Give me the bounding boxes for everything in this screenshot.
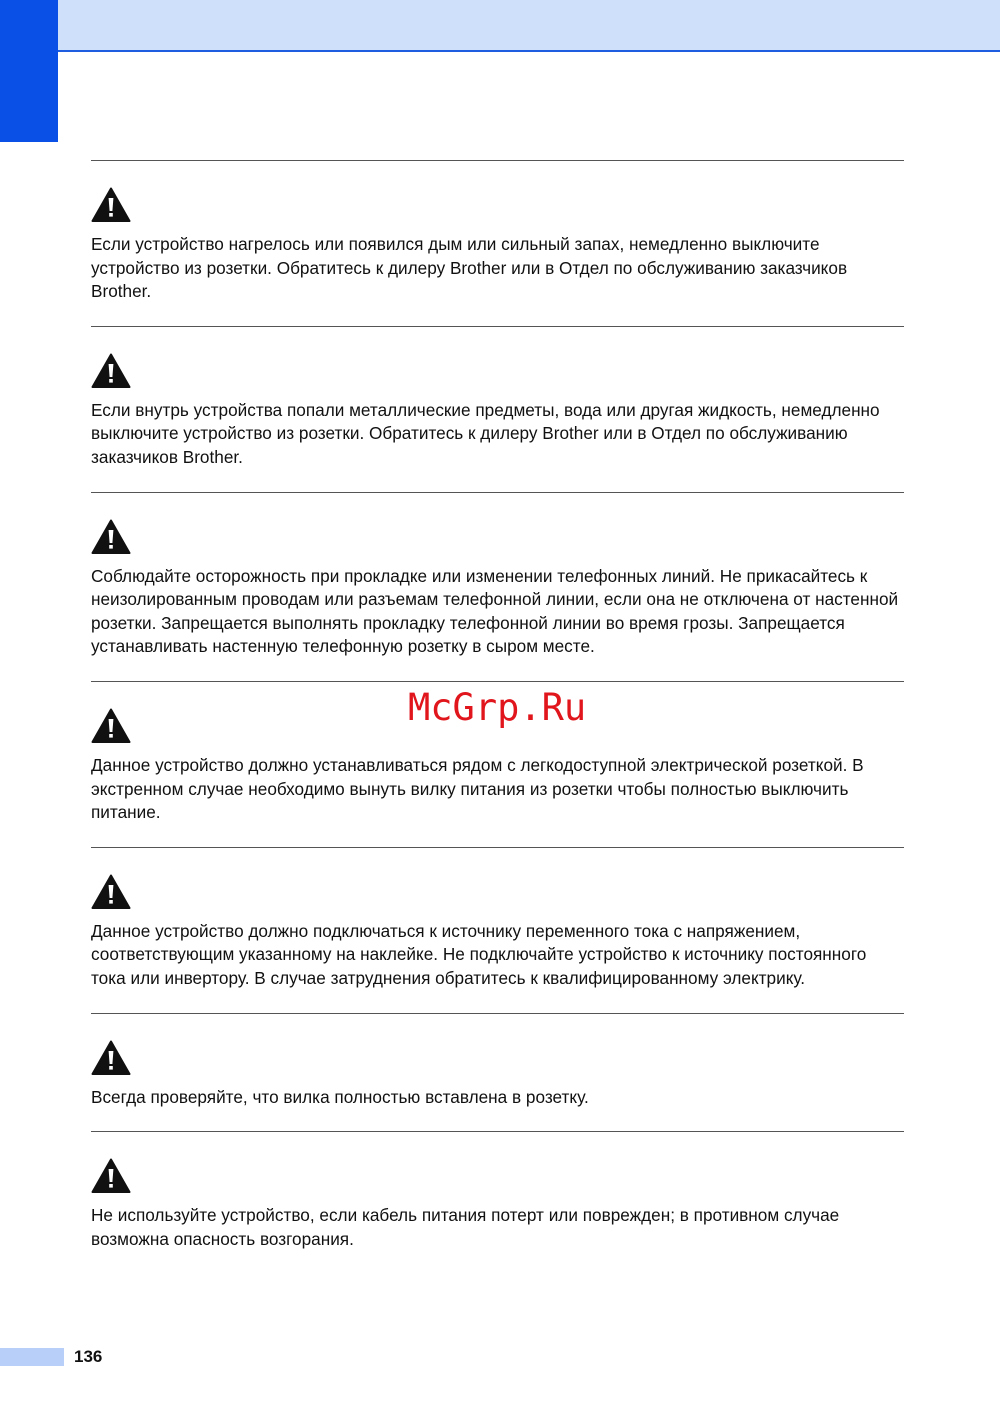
watermark: McGrp.Ru — [408, 686, 587, 729]
warning-triangle-icon — [91, 353, 131, 389]
warning-block — [91, 326, 904, 492]
header-band — [0, 0, 1000, 52]
warning-text: Всегда проверяйте, что вилка полностью вставлена в розетку. — [91, 1086, 589, 1107]
warning-triangle-icon — [91, 874, 131, 910]
warning-text: Данное устройство должно устанавливаться рядом с легкодоступной электрической розеткой. В экстренном случае необходимо вынуть вилку питания из розетки чтобы полностью выключить питание. — [91, 754, 864, 823]
warning-triangle-icon — [91, 708, 131, 744]
warning-text: Не используйте устройство, если кабель питания потерт или поврежден; в противном случае возможна опасность возгорания. — [91, 1205, 840, 1249]
warning-block — [91, 160, 904, 326]
warning-block — [91, 847, 904, 1013]
warning-text: Соблюдайте осторожность при прокладке или изменении телефонных линий. Не прикасайтесь к неизолированным проводам или разъемам телефонной линии, если она не отключена от настенной розетки. Запрещается выполнять прокладку телефонной линии во время грозы. Запрещается устанавливать настенную телефонную розетку в сыром месте. — [91, 565, 899, 657]
warning-text: Данное устройство должно подключаться к источнику переменного тока с напряжением, соответствующим указанному на наклейке. Не подключайте устройство к источнику постоянного тока или инвертору. В случае затруднения обратитесь к квалифицированному электрику. — [91, 920, 867, 988]
warning-triangle-icon — [91, 1158, 131, 1194]
chapter-tab — [0, 0, 58, 142]
warning-block — [91, 1013, 904, 1132]
warning-triangle-icon — [91, 187, 131, 223]
warning-block — [91, 492, 904, 681]
warning-text: Если устройство нагрелось или появился дым или сильный запах, немедленно выключите устройство из розетки. Обратитесь к дилеру Brother или в Отдел по обслуживанию заказчиков Brother. — [91, 234, 848, 302]
warning-triangle-icon — [91, 519, 131, 555]
footer-band — [0, 1348, 64, 1366]
warning-text: Если внутрь устройства попали металлические предметы, вода или другая жидкость, немедленно выключите устройство из розетки. Обратитесь к дилеру Brother или в Отдел по обслуживанию заказчиков Brother. — [91, 399, 880, 467]
warning-block — [91, 1131, 904, 1273]
page-number: 136 — [74, 1347, 103, 1366]
warning-triangle-icon — [91, 1040, 131, 1076]
